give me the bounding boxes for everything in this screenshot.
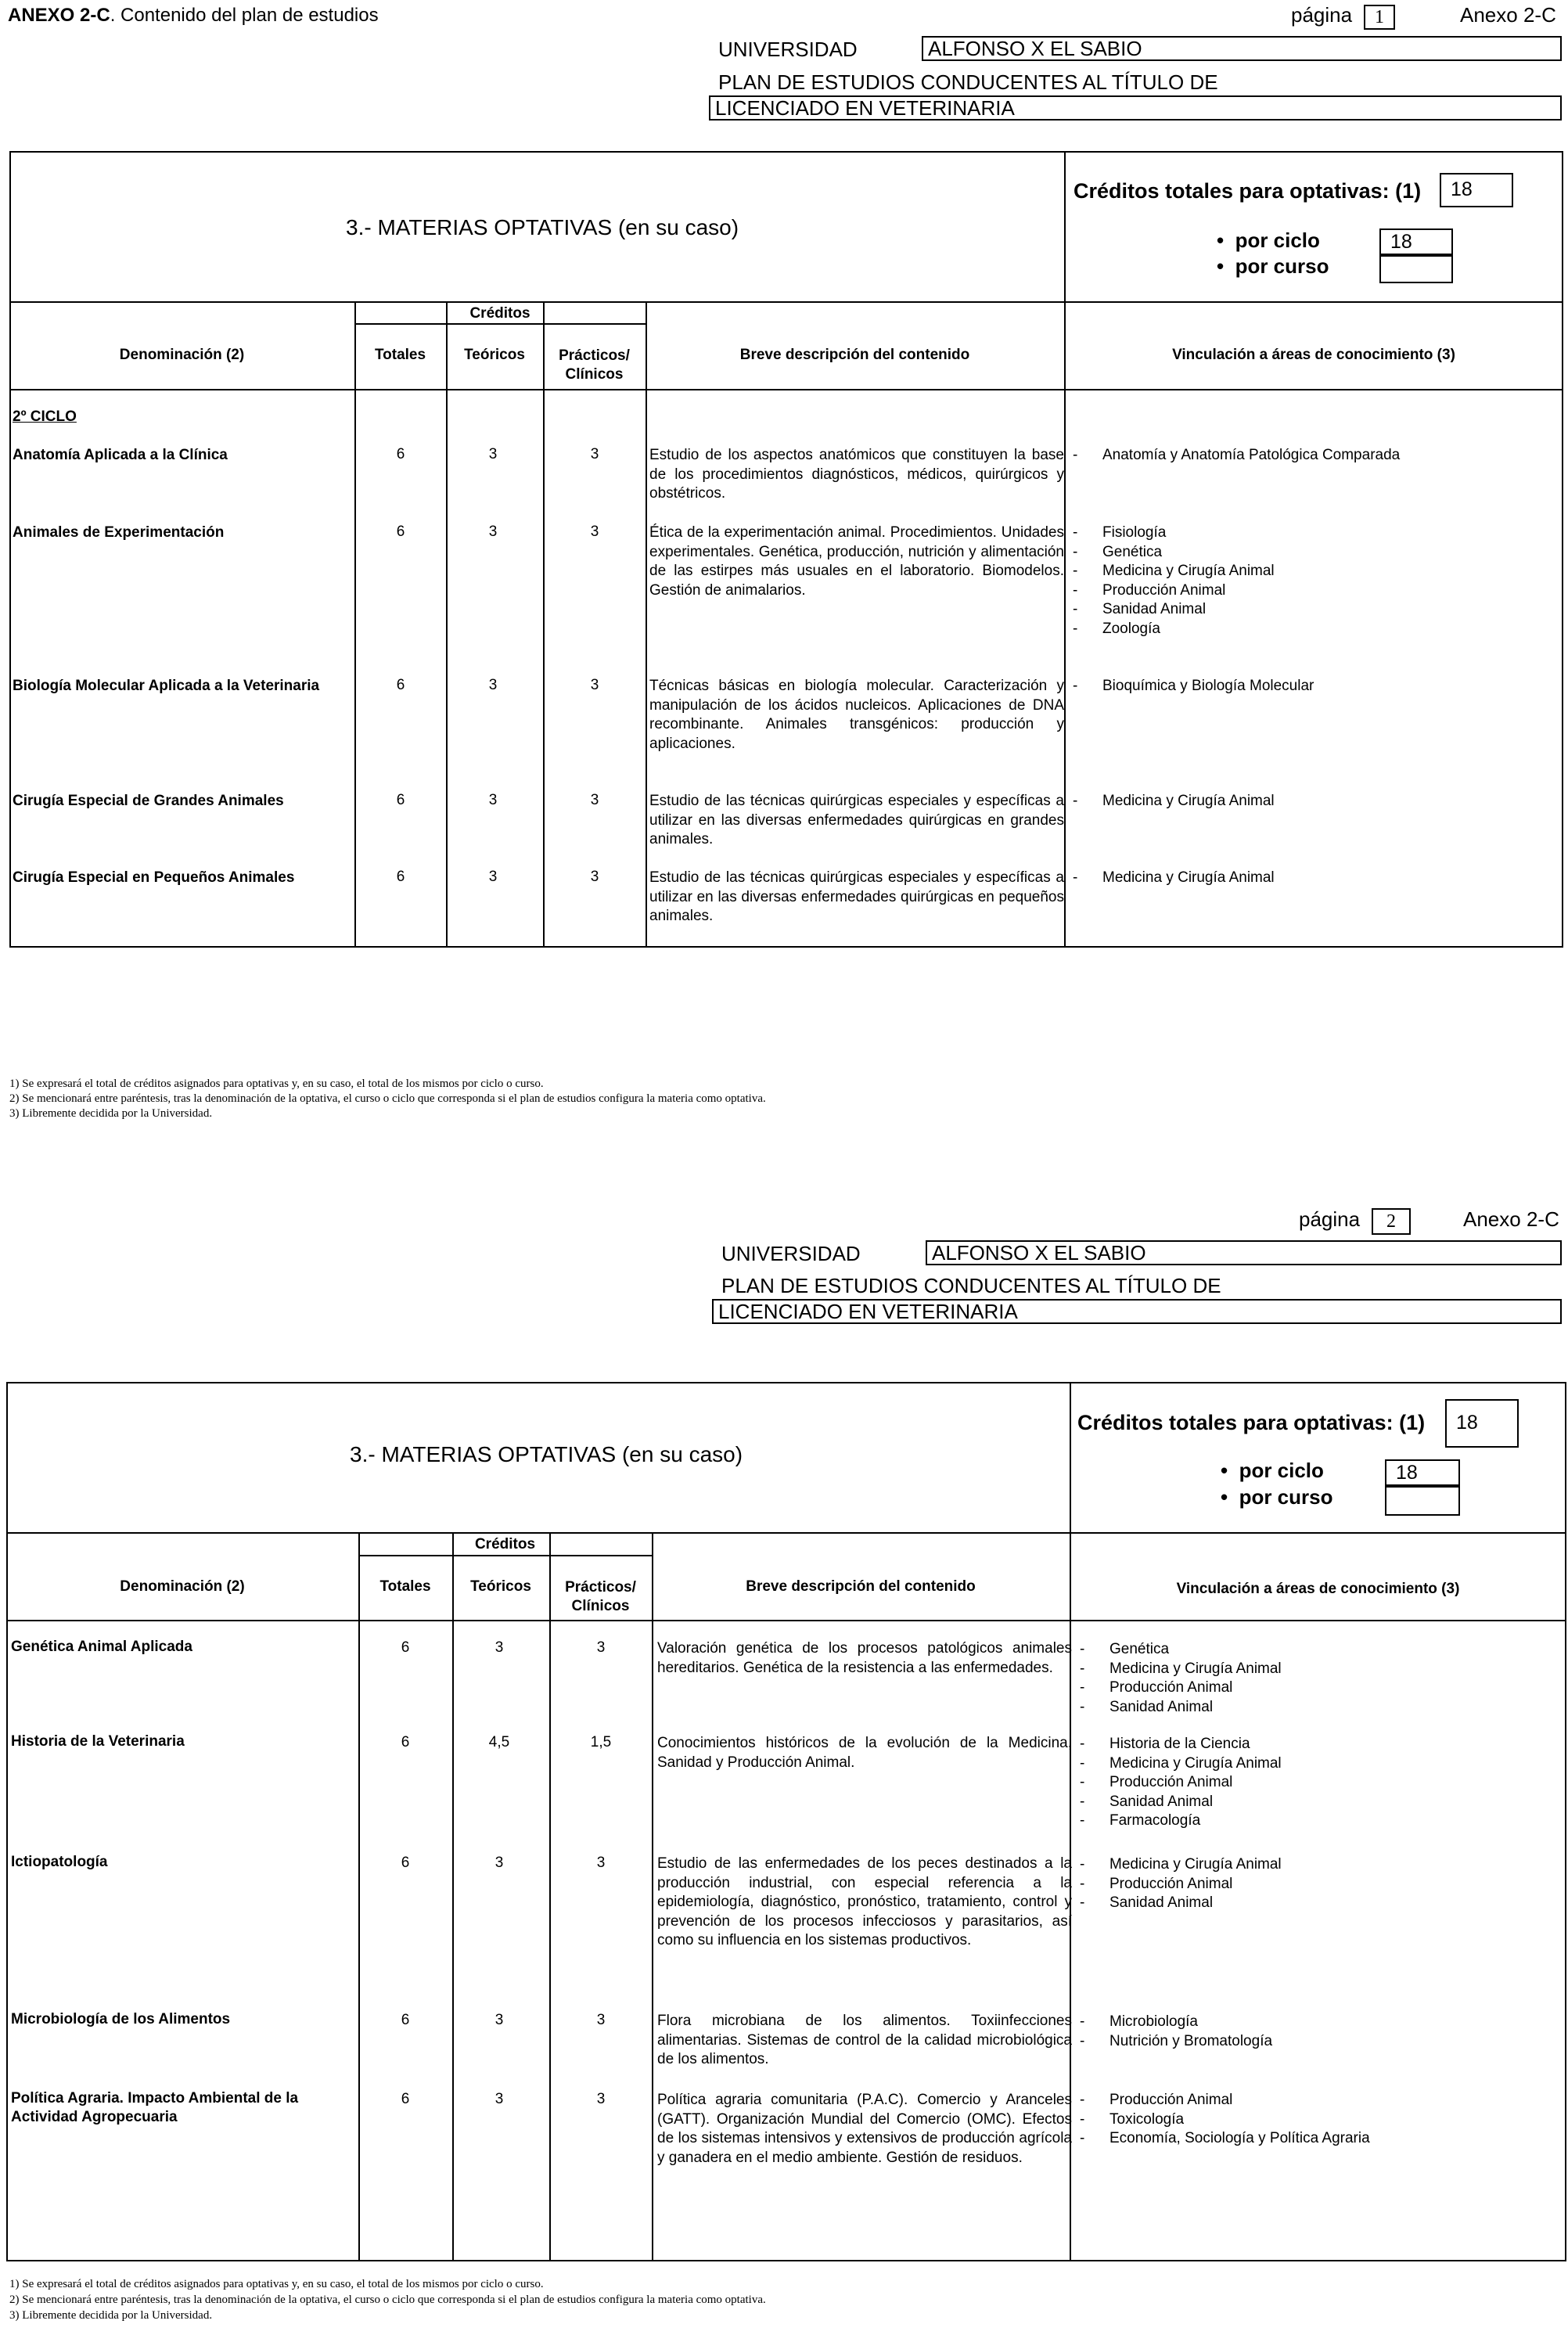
anexo-label: Anexo 2-C bbox=[1460, 3, 1556, 27]
row-areas: - Anatomía y Anatomía Patológica Comparada bbox=[1073, 447, 1401, 463]
row-practicos: 3 bbox=[590, 792, 599, 808]
row-descripcion: Estudio de las técnicas quirúrgicas especiales y específicas a utilizar en las diversas enfermedades quirúrgicas en grandes animales. bbox=[649, 793, 1064, 847]
col-practicos: Prácticos/ Clínicos bbox=[565, 1579, 636, 1614]
col-creditos: Créditos bbox=[474, 1536, 536, 1552]
col-creditos: Créditos bbox=[469, 305, 530, 322]
plan-label: PLAN DE ESTUDIOS CONDUCENTES AL TÍTULO DE bbox=[721, 1274, 1221, 1297]
footnote-2: 2) Se mencionará entre paréntesis, tras la denominación de la optativa, el curso o ciclo que corresponda si el plan de estudios configura la materia como optativa. bbox=[9, 2294, 766, 2306]
page-number-box: 2 bbox=[1372, 1208, 1411, 1235]
row-practicos: 3 bbox=[596, 1639, 606, 1656]
document-title: ANEXO 2-C. Contenido del plan de estudios bbox=[8, 5, 379, 26]
row-name: Anatomía Aplicada a la Clínica bbox=[13, 447, 228, 463]
creditos-totales-label: Créditos totales para optativas: (1) bbox=[1077, 1411, 1426, 1434]
row-descripcion: Ética de la experimentación animal. Procedimientos. Unidades experimentales. Genética, producción, nutrición y alimentación de las estirpes más usuales en el laboratorio. Biomodelos. Gestión de animalarios. bbox=[649, 524, 1064, 599]
row-areas: - Historia de la Ciencia - Medicina y Cirugía Animal - Producción Animal - Sanidad Animal - Farmacología bbox=[1080, 1736, 1282, 1829]
creditos-totales-box: 18 bbox=[1445, 1399, 1519, 1448]
row-practicos: 3 bbox=[596, 2012, 606, 2028]
footnote-3: 3) Libremente decidida por la Universidad. bbox=[9, 1107, 213, 1120]
row-descripcion: Estudio de las técnicas quirúrgicas especiales y específicas a utilizar en las diversas enfermedades quirúrgicas en pequeños animales. bbox=[649, 869, 1064, 924]
row-areas: - Medicina y Cirugía Animal bbox=[1073, 793, 1275, 809]
row-name: Animales de Experimentación bbox=[13, 524, 225, 541]
row-teoricos: 3 bbox=[488, 869, 498, 885]
page-label: página bbox=[1299, 1207, 1361, 1231]
col-totales: Totales bbox=[379, 1578, 431, 1595]
por-curso-label: • por curso bbox=[1221, 1485, 1333, 1509]
row-name: Historia de la Veterinaria bbox=[11, 1733, 185, 1750]
col-teoricos: Teóricos bbox=[470, 1578, 531, 1595]
col-descripcion: Breve descripción del contenido bbox=[739, 347, 970, 363]
row-totales: 6 bbox=[401, 2091, 410, 2107]
titulo-field: LICENCIADO EN VETERINARIA bbox=[712, 1299, 1562, 1324]
row-descripcion: Valoración genética de los procesos patológicos animales hereditarios. Genética de la resistencia a las enfermedades. bbox=[657, 1640, 1072, 1676]
row-totales: 6 bbox=[396, 523, 405, 540]
universidad-label: UNIVERSIDAD bbox=[721, 1242, 861, 1265]
row-areas: - Microbiología - Nutrición y Bromatología bbox=[1080, 2013, 1273, 2049]
row-areas: - Medicina y Cirugía Animal bbox=[1073, 869, 1275, 886]
row-totales: 6 bbox=[401, 1734, 410, 1750]
row-teoricos: 3 bbox=[494, 1639, 504, 1656]
footnote-1: 1) Se expresará el total de créditos asignados para optativas y, en su caso, el total de los mismos por ciclo o curso. bbox=[9, 2278, 544, 2290]
row-teoricos: 3 bbox=[488, 446, 498, 462]
footnote-1: 1) Se expresará el total de créditos asignados para optativas y, en su caso, el total de los mismos por ciclo o curso. bbox=[9, 1078, 544, 1090]
row-descripcion: Política agraria comunitaria (P.A.C). Comercio y Aranceles (GATT). Organización Mundial del Comercio (OMC). Efectos de los sistemas intensivos y extensivos de producción agrícola y ganadera en el medio ambiente. Gestión de residuos. bbox=[657, 2092, 1072, 2166]
row-teoricos: 3 bbox=[494, 1855, 504, 1871]
footnote-2: 2) Se mencionará entre paréntesis, tras la denominación de la optativa, el curso o ciclo que corresponda si el plan de estudios configura la materia como optativa. bbox=[9, 1092, 766, 1105]
row-descripcion: Estudio de las enfermedades de los peces destinados a la producción industrial, con especial referencia a la epidemiología, diagnóstico, pronóstico, tratamiento, control y prevención de los procesos infecciosos y parasitarios, así como su influencia en los sistemas productivos. bbox=[657, 1855, 1072, 1948]
row-descripcion: Flora microbiana de los alimentos. Toxiinfecciones alimentarias. Sistemas de control de la calidad microbiológica de los alimentos. bbox=[657, 2013, 1072, 2067]
por-curso-box bbox=[1379, 255, 1453, 283]
por-ciclo-box: 18 bbox=[1385, 1459, 1460, 1486]
col-descripcion: Breve descripción del contenido bbox=[746, 1578, 976, 1595]
row-descripcion: Estudio de los aspectos anatómicos que constituyen la base de los procedimientos diagnósticos, médicos, quirúrgicos y obstétricos. bbox=[649, 447, 1064, 502]
plan-label: PLAN DE ESTUDIOS CONDUCENTES AL TÍTULO DE bbox=[718, 70, 1218, 94]
row-teoricos: 3 bbox=[494, 2091, 504, 2107]
por-ciclo-box: 18 bbox=[1379, 228, 1453, 255]
row-teoricos: 3 bbox=[488, 677, 498, 693]
row-practicos: 3 bbox=[590, 869, 599, 885]
row-teoricos: 3 bbox=[488, 523, 498, 540]
creditos-totales-box: 18 bbox=[1440, 173, 1513, 207]
col-practicos: Prácticos/ Clínicos bbox=[559, 347, 630, 383]
page-1 bbox=[0, 0, 1568, 1166]
universidad-field: ALFONSO X EL SABIO bbox=[922, 36, 1562, 61]
row-totales: 6 bbox=[396, 677, 405, 693]
row-areas: - Producción Animal - Toxicología - Economía, Sociología y Política Agraria bbox=[1080, 2092, 1370, 2146]
row-areas: - Genética - Medicina y Cirugía Animal - Producción Animal - Sanidad Animal bbox=[1080, 1641, 1282, 1715]
row-descripcion: Conocimientos históricos de la evolución de la Medicina, Sanidad y Producción Animal. bbox=[657, 1735, 1072, 1771]
row-practicos: 3 bbox=[596, 2091, 606, 2107]
row-totales: 6 bbox=[396, 792, 405, 808]
por-ciclo-label: • por ciclo bbox=[1221, 1459, 1324, 1482]
col-vinculacion: Vinculación a áreas de conocimiento (3) bbox=[1172, 347, 1455, 363]
universidad-label: UNIVERSIDAD bbox=[718, 38, 858, 61]
section-title: 3.- MATERIAS OPTATIVAS (en su caso) bbox=[350, 1442, 743, 1466]
page-label: página bbox=[1291, 3, 1353, 27]
col-totales: Totales bbox=[374, 347, 426, 363]
row-areas: - Medicina y Cirugía Animal - Producción Animal - Sanidad Animal bbox=[1080, 1856, 1282, 1911]
footnote-3: 3) Libremente decidida por la Universidad. bbox=[9, 2309, 213, 2322]
row-name: Genética Animal Aplicada bbox=[11, 1639, 192, 1655]
row-name: Cirugía Especial en Pequeños Animales bbox=[13, 869, 295, 886]
col-denominacion: Denominación (2) bbox=[119, 347, 245, 363]
row-totales: 6 bbox=[401, 1855, 410, 1871]
row-name: Cirugía Especial de Grandes Animales bbox=[13, 793, 284, 809]
anexo-label: Anexo 2-C bbox=[1463, 1207, 1559, 1231]
row-teoricos: 3 bbox=[488, 792, 498, 808]
por-ciclo-label: • por ciclo bbox=[1217, 228, 1320, 252]
row-practicos: 3 bbox=[590, 677, 599, 693]
col-vinculacion: Vinculación a áreas de conocimiento (3) bbox=[1176, 1581, 1460, 1597]
por-curso-box bbox=[1385, 1486, 1460, 1516]
row-descripcion: Técnicas básicas en biología molecular. Caracterización y manipulación de los ácidos nucleicos. Aplicaciones de DNA recombinante. Animales transgénicos: producción y aplicaciones. bbox=[649, 678, 1064, 752]
row-totales: 6 bbox=[396, 869, 405, 885]
creditos-totales-label: Créditos totales para optativas: (1) bbox=[1074, 179, 1422, 203]
section-title: 3.- MATERIAS OPTATIVAS (en su caso) bbox=[346, 215, 739, 239]
row-teoricos: 4,5 bbox=[488, 1734, 510, 1750]
row-practicos: 3 bbox=[590, 523, 599, 540]
row-totales: 6 bbox=[401, 1639, 410, 1656]
row-name: Microbiología de los Alimentos bbox=[11, 2011, 231, 2027]
row-name: Ictiopatología bbox=[11, 1854, 108, 1870]
page-2 bbox=[0, 1189, 1568, 2335]
row-practicos: 3 bbox=[590, 446, 599, 462]
row-name: Política Agraria. Impacto Ambiental de la Actividad Agropecuaria bbox=[11, 2090, 299, 2125]
page-number-box: 1 bbox=[1364, 5, 1395, 30]
row-areas: - Fisiología - Genética - Medicina y Cirugía Animal - Producción Animal - Sanidad Animal - Zoología bbox=[1073, 524, 1275, 637]
col-teoricos: Teóricos bbox=[464, 347, 525, 363]
col-denominacion: Denominación (2) bbox=[120, 1578, 245, 1595]
row-practicos: 3 bbox=[596, 1855, 606, 1871]
row-areas: - Bioquímica y Biología Molecular bbox=[1073, 678, 1314, 694]
row-totales: 6 bbox=[401, 2012, 410, 2028]
row-practicos: 1,5 bbox=[590, 1734, 612, 1750]
row-totales: 6 bbox=[396, 446, 405, 462]
titulo-field: LICENCIADO EN VETERINARIA bbox=[709, 95, 1562, 121]
universidad-field: ALFONSO X EL SABIO bbox=[926, 1240, 1562, 1265]
cycle-label: 2º CICLO bbox=[13, 408, 77, 425]
row-name: Biología Molecular Aplicada a la Veterinaria bbox=[13, 678, 320, 694]
row-teoricos: 3 bbox=[494, 2012, 504, 2028]
por-curso-label: • por curso bbox=[1217, 254, 1329, 278]
